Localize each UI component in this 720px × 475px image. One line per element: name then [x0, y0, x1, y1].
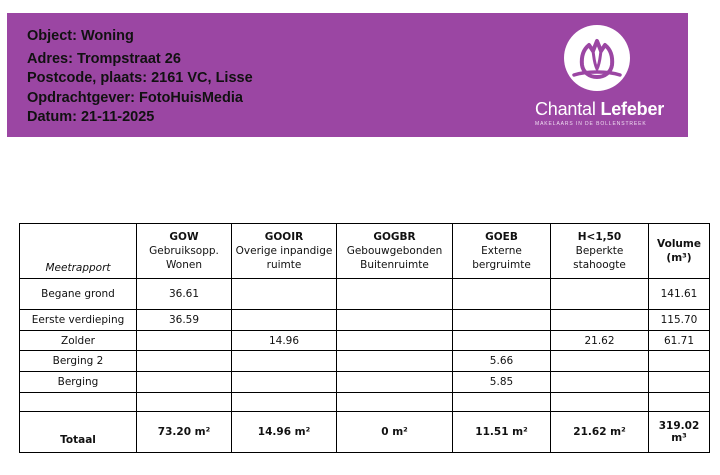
tulip-logo-icon: [564, 25, 630, 91]
table-row: [20, 310, 710, 331]
postcode-city: Postcode, plaats: 2161 VC, Lisse: [27, 70, 253, 86]
table-cell: [137, 393, 232, 412]
table-cell: [551, 310, 649, 331]
brand-name-last: Lefeber: [600, 99, 665, 119]
table-cell: 5.66: [453, 351, 551, 372]
table-cell: [137, 372, 232, 393]
table-cell: 36.59: [137, 310, 232, 331]
column-header: Volume (m³): [649, 224, 710, 279]
table-cell: [337, 351, 453, 372]
table-row: [20, 393, 710, 412]
brand-name: [535, 99, 665, 120]
brand-name-first: Chantal: [535, 99, 601, 119]
table-cell: [551, 351, 649, 372]
table-cell: [337, 331, 453, 351]
measurement-table: [19, 223, 710, 453]
row-label: [20, 393, 137, 412]
row-label: Berging 2: [20, 351, 137, 372]
total-cell: 11.51 m²: [453, 412, 551, 453]
table-row: [20, 279, 710, 310]
table-cell: 61.71: [649, 331, 710, 351]
header-banner: [7, 13, 688, 137]
brand-tagline: MAKELAARS IN DE BOLLENSTREEK: [535, 121, 647, 127]
table-cell: [453, 279, 551, 310]
table-cell: 5.85: [453, 372, 551, 393]
total-cell: 73.20 m²: [137, 412, 232, 453]
column-header: GOEB Externe bergruimte: [453, 224, 551, 279]
table-cell: [649, 372, 710, 393]
address: Adres: Trompstraat 26: [27, 50, 181, 67]
table-cell: [649, 351, 710, 372]
client: Opdrachtgever: FotoHuisMedia: [27, 89, 243, 106]
table-cell: [232, 310, 337, 331]
table-cell: [232, 372, 337, 393]
table-cell: [551, 393, 649, 412]
table-cell: 21.62: [551, 331, 649, 351]
column-header: GOW Gebruiksopp. Wonen: [137, 224, 232, 279]
object-type: Object: Woning: [27, 28, 134, 44]
column-header: GOGBR Gebouwgebonden Buitenruimte: [337, 224, 453, 279]
table-cell: [453, 310, 551, 331]
table-cell: [337, 393, 453, 412]
table-cell: [453, 393, 551, 412]
table-cell: [232, 279, 337, 310]
table-cell: [453, 331, 551, 351]
table-row: [20, 331, 710, 351]
meetrapport-label: Meetrapport: [20, 224, 137, 279]
row-label: Zolder: [20, 331, 137, 351]
table-cell: [232, 393, 337, 412]
column-header: GOOIR Overige inpandige ruimte: [232, 224, 337, 279]
column-header: H<1,50 Beperkte stahoogte: [551, 224, 649, 279]
row-label: Berging: [20, 372, 137, 393]
table-cell: 14.96: [232, 331, 337, 351]
total-cell: 0 m²: [337, 412, 453, 453]
total-cell: 21.62 m²: [551, 412, 649, 453]
total-label: Totaal: [20, 412, 137, 453]
table-row: [20, 372, 710, 393]
table-cell: [337, 372, 453, 393]
row-label: Begane grond: [20, 279, 137, 310]
date: Datum: 21-11-2025: [27, 109, 155, 125]
table-header-row: [20, 224, 710, 279]
table-cell: 141.61: [649, 279, 710, 310]
table-cell: 115.70: [649, 310, 710, 331]
table-cell: [551, 279, 649, 310]
table-cell: [137, 351, 232, 372]
table-cell: [649, 393, 710, 412]
table-cell: [232, 351, 337, 372]
table-cell: 36.61: [137, 279, 232, 310]
total-row: [20, 412, 710, 453]
table-cell: [337, 310, 453, 331]
table-cell: [551, 372, 649, 393]
table-row: [20, 351, 710, 372]
table-cell: [337, 279, 453, 310]
object-info: [27, 27, 253, 128]
total-cell: 319.02 m³: [649, 412, 710, 453]
table-cell: [137, 331, 232, 351]
total-cell: 14.96 m²: [232, 412, 337, 453]
row-label: Eerste verdieping: [20, 310, 137, 331]
